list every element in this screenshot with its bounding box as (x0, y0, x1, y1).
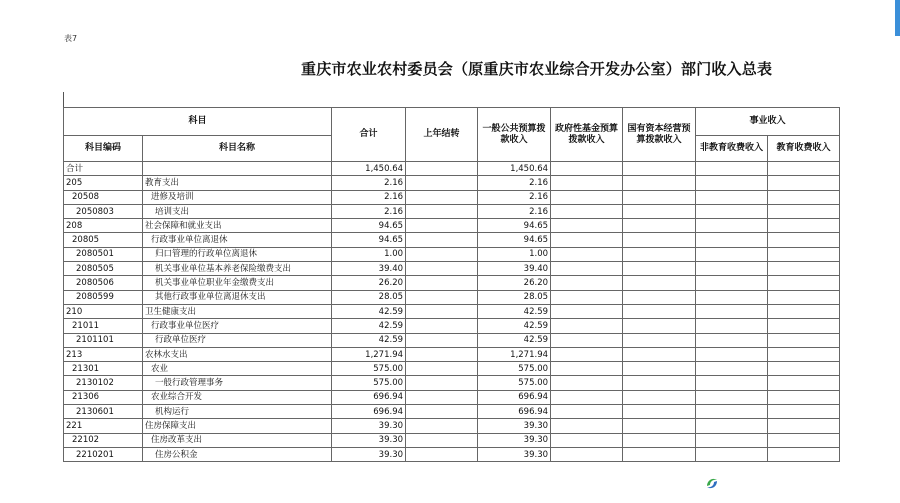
cell-total: 1,450.64 (332, 162, 406, 176)
table-row (64, 233, 840, 247)
cell-state-capital (623, 376, 696, 390)
cell-edu-fee (768, 319, 840, 333)
cell-state-capital (623, 362, 696, 376)
cell-state-capital (623, 219, 696, 233)
cell-code: 20805 (64, 233, 143, 247)
cell-non-edu-fee (696, 390, 768, 404)
cell-general-budget: 39.30 (478, 447, 551, 461)
cell-code: 205 (64, 176, 143, 190)
cell-code: 2130102 (64, 376, 143, 390)
cell-name: 归口管理的行政单位离退休 (143, 247, 332, 261)
cell-general-budget: 39.40 (478, 262, 551, 276)
cell-name: 行政单位医疗 (143, 333, 332, 347)
cell-general-budget: 42.59 (478, 304, 551, 318)
cell-non-edu-fee (696, 262, 768, 276)
cell-code: 2101101 (64, 333, 143, 347)
cell-gov-fund (551, 390, 623, 404)
cell-carryover (406, 204, 478, 218)
cell-edu-fee (768, 290, 840, 304)
cell-total: 575.00 (332, 362, 406, 376)
cell-code: 210 (64, 304, 143, 318)
cell-edu-fee (768, 433, 840, 447)
cell-general-budget: 1.00 (478, 247, 551, 261)
cell-gov-fund (551, 233, 623, 247)
cell-non-edu-fee (696, 362, 768, 376)
cell-general-budget: 28.05 (478, 290, 551, 304)
table-row (64, 433, 840, 447)
table-row (64, 219, 840, 233)
cell-gov-fund (551, 419, 623, 433)
cell-name: 卫生健康支出 (143, 304, 332, 318)
cell-gov-fund (551, 219, 623, 233)
header-gov-fund: 政府性基金预算拨款收入 (551, 108, 623, 162)
table-row (64, 376, 840, 390)
cell-carryover (406, 362, 478, 376)
cell-gov-fund (551, 162, 623, 176)
cell-carryover (406, 319, 478, 333)
cell-total: 39.30 (332, 433, 406, 447)
cell-general-budget: 94.65 (478, 233, 551, 247)
cell-name: 行政事业单位离退休 (143, 233, 332, 247)
cell-gov-fund (551, 304, 623, 318)
cell-gov-fund (551, 333, 623, 347)
table-row (64, 319, 840, 333)
cell-carryover (406, 433, 478, 447)
income-summary-table (63, 107, 840, 462)
cell-code: 21011 (64, 319, 143, 333)
cell-non-edu-fee (696, 233, 768, 247)
cell-edu-fee (768, 362, 840, 376)
cell-total: 696.94 (332, 390, 406, 404)
cell-state-capital (623, 276, 696, 290)
cell-carryover (406, 390, 478, 404)
cell-total: 2.16 (332, 204, 406, 218)
cell-general-budget: 696.94 (478, 390, 551, 404)
cell-edu-fee (768, 276, 840, 290)
cell-total: 28.05 (332, 290, 406, 304)
cell-carryover (406, 333, 478, 347)
cell-gov-fund (551, 319, 623, 333)
cell-general-budget: 39.30 (478, 419, 551, 433)
cell-edu-fee (768, 333, 840, 347)
cell-code: 合计 (64, 162, 143, 176)
table-row (64, 419, 840, 433)
cell-gov-fund (551, 347, 623, 361)
cell-total: 42.59 (332, 319, 406, 333)
cell-code: 2130601 (64, 405, 143, 419)
cell-name: 农林水支出 (143, 347, 332, 361)
cell-state-capital (623, 304, 696, 318)
cell-name: 培训支出 (143, 204, 332, 218)
cell-edu-fee (768, 419, 840, 433)
cell-code: 21301 (64, 362, 143, 376)
cell-non-edu-fee (696, 176, 768, 190)
cell-state-capital (623, 347, 696, 361)
cell-edu-fee (768, 233, 840, 247)
table-row (64, 176, 840, 190)
cell-non-edu-fee (696, 333, 768, 347)
cell-carryover (406, 376, 478, 390)
cell-non-edu-fee (696, 447, 768, 461)
table-row (64, 362, 840, 376)
cell-name: 住房保障支出 (143, 419, 332, 433)
header-edu-fee: 教育收费收入 (768, 136, 840, 162)
cell-general-budget: 1,271.94 (478, 347, 551, 361)
cell-state-capital (623, 319, 696, 333)
cell-edu-fee (768, 247, 840, 261)
table-row (64, 276, 840, 290)
cell-name: 社会保障和就业支出 (143, 219, 332, 233)
cell-general-budget: 575.00 (478, 376, 551, 390)
cell-code: 2050803 (64, 204, 143, 218)
cell-name: 农业综合开发 (143, 390, 332, 404)
cell-state-capital (623, 290, 696, 304)
cell-general-budget: 2.16 (478, 190, 551, 204)
cell-name: 一般行政管理事务 (143, 376, 332, 390)
cell-carryover (406, 405, 478, 419)
cell-state-capital (623, 233, 696, 247)
cell-carryover (406, 233, 478, 247)
table-row (64, 304, 840, 318)
watermark-logo-icon (704, 474, 720, 492)
cell-non-edu-fee (696, 405, 768, 419)
cell-gov-fund (551, 176, 623, 190)
cell-total: 94.65 (332, 219, 406, 233)
cell-total: 1,271.94 (332, 347, 406, 361)
cell-total: 1.00 (332, 247, 406, 261)
cell-code: 2080501 (64, 247, 143, 261)
header-subject: 科目 (64, 108, 332, 136)
cell-edu-fee (768, 262, 840, 276)
cell-general-budget: 2.16 (478, 204, 551, 218)
header-carryover: 上年结转 (406, 108, 478, 162)
cell-gov-fund (551, 376, 623, 390)
table-row (64, 262, 840, 276)
cell-edu-fee (768, 390, 840, 404)
cell-edu-fee (768, 219, 840, 233)
cell-total: 39.30 (332, 419, 406, 433)
cell-total: 42.59 (332, 333, 406, 347)
cell-non-edu-fee (696, 419, 768, 433)
cell-total: 42.59 (332, 304, 406, 318)
cell-total: 94.65 (332, 233, 406, 247)
cell-edu-fee (768, 162, 840, 176)
cell-general-budget: 2.16 (478, 176, 551, 190)
cell-general-budget: 26.20 (478, 276, 551, 290)
cell-edu-fee (768, 376, 840, 390)
table-row (64, 390, 840, 404)
cell-gov-fund (551, 433, 623, 447)
cell-state-capital (623, 190, 696, 204)
table-row (64, 204, 840, 218)
cell-name: 教育支出 (143, 176, 332, 190)
cell-state-capital (623, 433, 696, 447)
cell-general-budget: 1,450.64 (478, 162, 551, 176)
cell-name: 机构运行 (143, 405, 332, 419)
cell-general-budget: 575.00 (478, 362, 551, 376)
cell-carryover (406, 176, 478, 190)
table-body (64, 162, 840, 462)
cell-name: 其他行政事业单位离退休支出 (143, 290, 332, 304)
header-total: 合计 (332, 108, 406, 162)
cell-state-capital (623, 176, 696, 190)
cell-edu-fee (768, 405, 840, 419)
page-title: 重庆市农业农村委员会（原重庆市农业综合开发办公室）部门收入总表 (301, 60, 773, 78)
cell-code: 213 (64, 347, 143, 361)
header-code: 科目编码 (64, 136, 143, 162)
cell-code: 21306 (64, 390, 143, 404)
table-row (64, 290, 840, 304)
cell-non-edu-fee (696, 347, 768, 361)
cell-name: 行政事业单位医疗 (143, 319, 332, 333)
cell-code: 22102 (64, 433, 143, 447)
cell-total: 39.30 (332, 447, 406, 461)
cell-state-capital (623, 162, 696, 176)
cell-total: 696.94 (332, 405, 406, 419)
cell-name (143, 162, 332, 176)
scrollbar-thumb[interactable] (895, 0, 900, 36)
cell-carryover (406, 347, 478, 361)
cell-carryover (406, 290, 478, 304)
cell-gov-fund (551, 204, 623, 218)
cell-non-edu-fee (696, 319, 768, 333)
cell-carryover (406, 247, 478, 261)
cell-name: 农业 (143, 362, 332, 376)
table-row (64, 162, 840, 176)
cell-name: 住房改革支出 (143, 433, 332, 447)
cell-carryover (406, 419, 478, 433)
table-row (64, 405, 840, 419)
cell-non-edu-fee (696, 433, 768, 447)
cell-carryover (406, 262, 478, 276)
cell-total: 2.16 (332, 176, 406, 190)
cell-gov-fund (551, 362, 623, 376)
table-row (64, 333, 840, 347)
cell-code: 2080505 (64, 262, 143, 276)
cell-code: 221 (64, 419, 143, 433)
cell-total: 2.16 (332, 190, 406, 204)
table-row (64, 347, 840, 361)
cell-carryover (406, 219, 478, 233)
cell-carryover (406, 447, 478, 461)
cell-edu-fee (768, 176, 840, 190)
cell-edu-fee (768, 204, 840, 218)
cell-gov-fund (551, 276, 623, 290)
table-row (64, 447, 840, 461)
cell-general-budget: 42.59 (478, 319, 551, 333)
header-general-budget: 一般公共预算拨款收入 (478, 108, 551, 162)
cell-carryover (406, 162, 478, 176)
cell-carryover (406, 190, 478, 204)
cell-state-capital (623, 419, 696, 433)
cell-general-budget: 42.59 (478, 333, 551, 347)
cell-code: 208 (64, 219, 143, 233)
cell-code: 20508 (64, 190, 143, 204)
cell-non-edu-fee (696, 376, 768, 390)
header-row-1 (64, 108, 840, 136)
cell-name: 机关事业单位基本养老保险缴费支出 (143, 262, 332, 276)
cell-gov-fund (551, 262, 623, 276)
cell-carryover (406, 276, 478, 290)
cell-code: 2080599 (64, 290, 143, 304)
cell-state-capital (623, 447, 696, 461)
header-non-edu-fee: 非教育收费收入 (696, 136, 768, 162)
cell-state-capital (623, 204, 696, 218)
cell-edu-fee (768, 304, 840, 318)
cell-general-budget: 39.30 (478, 433, 551, 447)
cell-total: 26.20 (332, 276, 406, 290)
cell-state-capital (623, 333, 696, 347)
cell-general-budget: 696.94 (478, 405, 551, 419)
left-rule (63, 92, 64, 108)
cell-state-capital (623, 247, 696, 261)
cell-total: 39.40 (332, 262, 406, 276)
cell-total: 575.00 (332, 376, 406, 390)
cell-non-edu-fee (696, 247, 768, 261)
cell-edu-fee (768, 447, 840, 461)
table-number: 表7 (64, 34, 78, 43)
header-name: 科目名称 (143, 136, 332, 162)
cell-non-edu-fee (696, 219, 768, 233)
cell-edu-fee (768, 190, 840, 204)
cell-non-edu-fee (696, 162, 768, 176)
cell-gov-fund (551, 190, 623, 204)
cell-gov-fund (551, 447, 623, 461)
cell-gov-fund (551, 247, 623, 261)
cell-non-edu-fee (696, 304, 768, 318)
cell-state-capital (623, 405, 696, 419)
cell-state-capital (623, 262, 696, 276)
cell-general-budget: 94.65 (478, 219, 551, 233)
cell-carryover (406, 304, 478, 318)
cell-non-edu-fee (696, 204, 768, 218)
cell-name: 机关事业单位职业年金缴费支出 (143, 276, 332, 290)
cell-state-capital (623, 390, 696, 404)
table-row (64, 247, 840, 261)
cell-non-edu-fee (696, 190, 768, 204)
cell-non-edu-fee (696, 276, 768, 290)
cell-name: 进修及培训 (143, 190, 332, 204)
cell-code: 2080506 (64, 276, 143, 290)
cell-gov-fund (551, 290, 623, 304)
cell-non-edu-fee (696, 290, 768, 304)
cell-code: 2210201 (64, 447, 143, 461)
header-career: 事业收入 (696, 108, 840, 136)
cell-gov-fund (551, 405, 623, 419)
table-row (64, 190, 840, 204)
header-state-capital: 国有资本经营预算拨款收入 (623, 108, 696, 162)
cell-name: 住房公积金 (143, 447, 332, 461)
cell-edu-fee (768, 347, 840, 361)
